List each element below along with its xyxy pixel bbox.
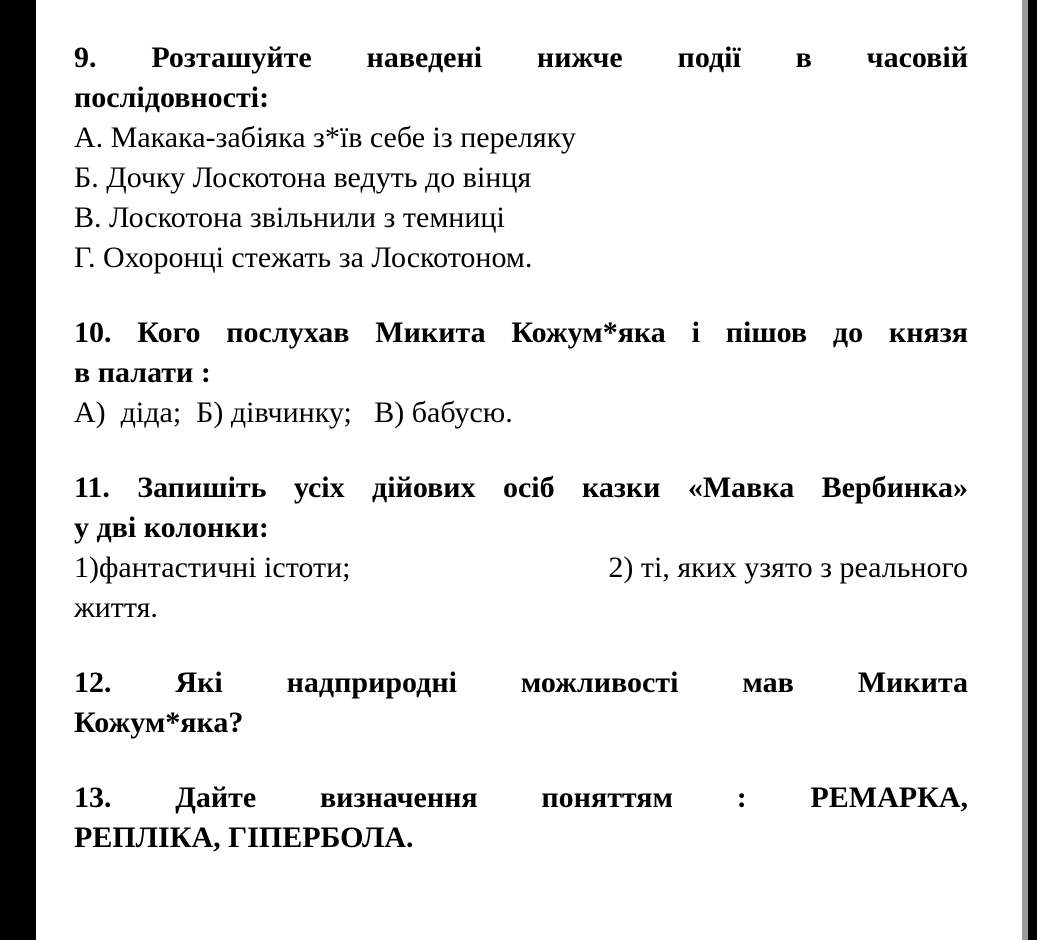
question-11-title-line-2: у дві колонки: bbox=[74, 511, 269, 544]
question-9-option-a: А. Макака-забіяка з*їв себе із переляку bbox=[74, 121, 576, 154]
question-12-title-line-1: 12. Які надприродні можливості мав Микита bbox=[74, 666, 968, 699]
question-10-answers: А) діда; Б) дівчинку; В) бабусю. bbox=[74, 396, 513, 429]
question-9-option-d: Г. Охоронці стежать за Лоскотоном. bbox=[74, 241, 533, 274]
question-13-title-line-2: РЕПЛІКА, ГІПЕРБОЛА. bbox=[74, 821, 414, 854]
question-9-option-b: Б. Дочку Лоскотона ведуть до вінця bbox=[74, 161, 532, 194]
question-11-column-1: 1)фантастичні істоти; bbox=[74, 551, 351, 584]
question-11 bbox=[74, 468, 968, 628]
question-13-title-line-1: 13. Дайте визначення поняттям : РЕМАРКА, bbox=[74, 781, 968, 814]
document-page bbox=[36, 0, 1022, 940]
question-12 bbox=[74, 663, 968, 743]
question-11-columns bbox=[74, 548, 968, 588]
question-13 bbox=[74, 778, 968, 858]
question-10 bbox=[74, 313, 968, 433]
question-12-title-line-2: Кожум*яка? bbox=[74, 706, 244, 739]
document-content bbox=[74, 38, 968, 858]
question-11-title-line-1: 11. Запишіть усіх дійових осіб казки «Мавка Вербинка» bbox=[74, 471, 968, 504]
question-11-column-2-continued: життя. bbox=[74, 591, 158, 624]
question-10-title-line-2: в палати : bbox=[74, 356, 211, 389]
question-10-title-line-1: 10. Кого послухав Микита Кожум*яка і пішов до князя bbox=[74, 316, 968, 349]
question-11-column-2: 2) ті, яких узято з реального bbox=[608, 551, 968, 584]
page-edge-shadow bbox=[1022, 0, 1028, 940]
question-9 bbox=[74, 38, 968, 278]
question-9-title-line-1: 9. Розташуйте наведені нижче події в часовій bbox=[74, 41, 968, 74]
question-9-title-line-2: послідовності: bbox=[74, 81, 270, 114]
question-9-option-c: В. Лоскотона звільнили з темниці bbox=[74, 201, 505, 234]
